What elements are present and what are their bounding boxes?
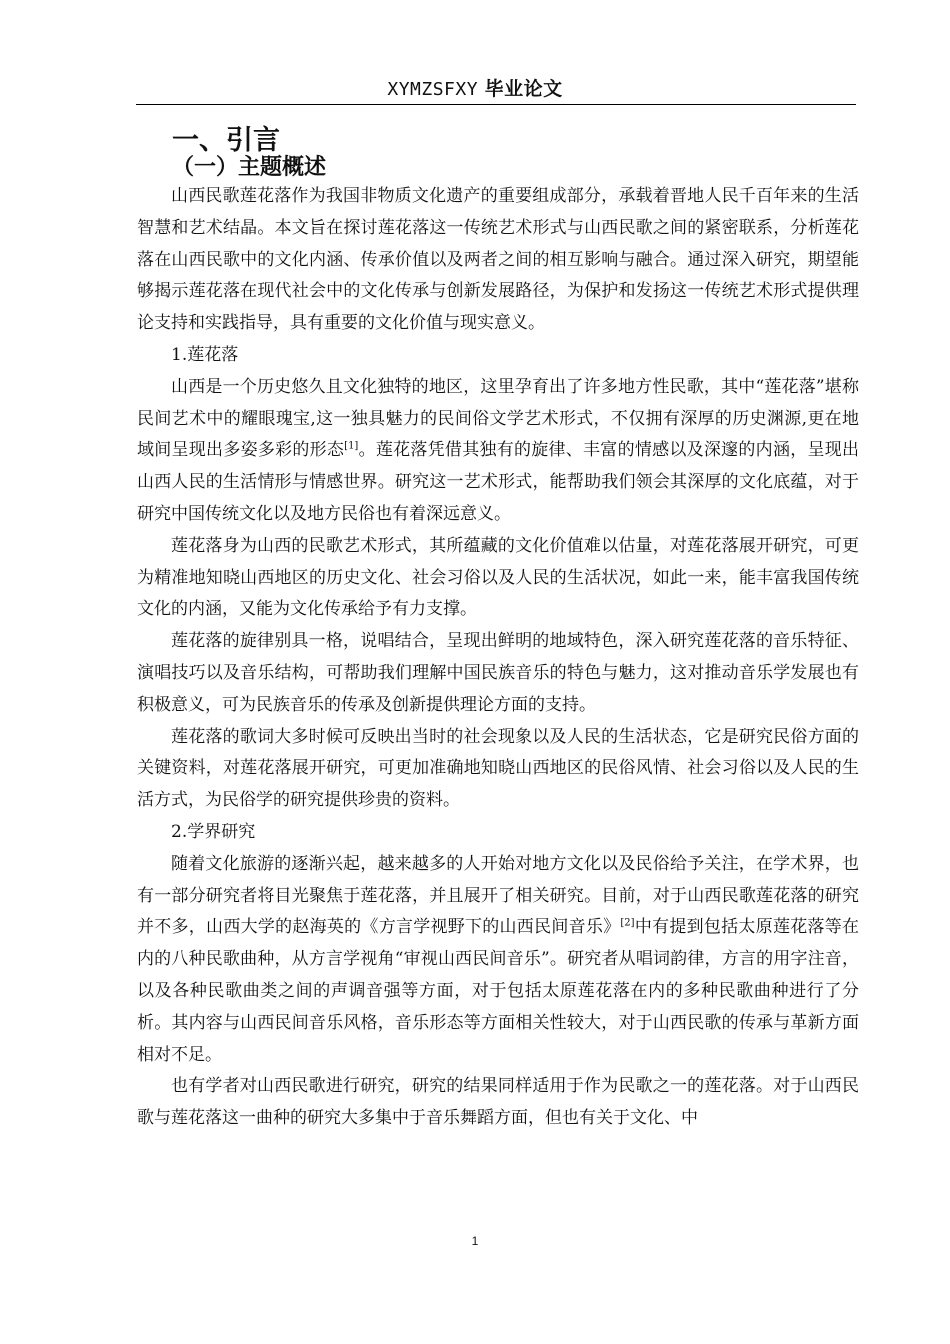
- paragraph-text: 。莲花落凭借其独有的旋律、丰富的情感以及深邃的内涵，呈现出山西人民的生活情形与情感世界。研究这一艺术形式，能帮助我们领会其深厚的文化底蕴，对于研究中国传统文化以及地方民俗也有着深远意义。: [137, 440, 860, 524]
- paragraph-other-scholars: 也有学者对山西民歌进行研究，研究的结果同样适用于作为民歌之一的莲花落。对于山西民歌与莲花落这一曲种的研究大多集中于音乐舞蹈方面，但也有关于文化、中: [137, 1076, 859, 1129]
- subsection-heading: （一）主题概述: [172, 155, 327, 180]
- paragraph-text: 随着文化旅游的逐渐兴起，越来越多的人开始对地方文化以及民俗给予关注，在学术界，也有一部分研究者将目光聚焦于莲花落，并且展开了相关研究。目前，对于山西民歌莲花落的研究并不多，山西大学的赵海英的《方言学视野下的山西民间音乐》: [137, 853, 859, 938]
- paragraph-melody: 莲花落的旋律别具一格，说唱结合，呈现出鲜明的地域特色，深入研究莲花落的音乐特征、演唱技巧以及音乐结构，可帮助我们理解中国民族音乐的特色与魅力，这对推动音乐学发展也有积极意义，可为民族音乐的传承及创新提供理论方面的支持。: [137, 631, 859, 715]
- subheading-research: 2.学界研究: [171, 821, 256, 842]
- paragraph-lyrics: 莲花落的歌词大多时候可反映出当时的社会现象以及人民的生活状态，它是研究民俗方面的关键资料，对莲花落展开研究，可更加准确地知晓山西地区的民俗风情、社会习俗以及人民的生活方式，为民俗学的研究提供珍贵的资料。: [137, 726, 859, 811]
- paragraph-text: 中有提到包括太原莲花落等在内的八种民歌曲种，从方言学视角“审视山西民间音乐”。研究者从唱词韵律，方言的用字注音，以及各种民歌曲类之间的声调音强等方面，对于包括太原莲花落在内的多种民歌曲种进行了分析。其内容与山西民间音乐风格，音乐形态等方面相关性较大，对于山西民歌的传承与革新方面相对不足。: [137, 917, 860, 1065]
- page-header: [0, 74, 950, 101]
- paragraph-academic-research: [137, 849, 859, 1072]
- paragraph-overview: 山西民歌莲花落作为我国非物质文化遗产的重要组成部分，承载着晋地人民千百年来的生活智慧和艺术结晶。本文旨在探讨莲花落这一传统艺术形式与山西民歌之间的紧密联系，分析莲花落在山西民歌中的文化内涵、传承价值以及两者之间的相互影响与融合。通过深入研究，期望能够揭示莲花落在现代社会中的文化传承与创新发展路径，为保护和发扬这一传统艺术形式提供理论支持和实践指导，具有重要的文化价值与现实意义。: [137, 186, 859, 334]
- citation-ref: [1]: [344, 440, 359, 452]
- paragraph-cultural-value: 莲花落身为山西的民歌艺术形式，其所蕴藏的文化价值难以估量，对莲花落展开研究，可更为精准地知晓山西地区的历史文化、社会习俗以及人民的生活状况，如此一来，能丰富我国传统文化的内涵，又能为文化传承给予有力支撑。: [137, 535, 859, 620]
- section-heading: 一、引言: [172, 125, 280, 156]
- header-label: 毕业论文: [484, 78, 563, 100]
- paragraph-shanxi-history: [137, 372, 859, 531]
- subheading-lianhualuo: 1.莲花落: [171, 344, 239, 365]
- header-rule: [136, 104, 856, 105]
- header-code: XYMZSFXY: [387, 79, 479, 100]
- body-text: [137, 181, 859, 1135]
- citation-ref: [2]: [620, 917, 635, 929]
- paragraph-text: 山西是一个历史悠久且文化独特的地区，这里孕育出了许多地方性民歌，其中“莲花落”堪称民间艺术中的耀眼瑰宝,这一独具魅力的民间俗文学艺术形式，不仅拥有深厚的历史渊源,更在地域间呈现出多姿多彩的形态: [137, 376, 859, 461]
- page-number: 1: [471, 1234, 479, 1248]
